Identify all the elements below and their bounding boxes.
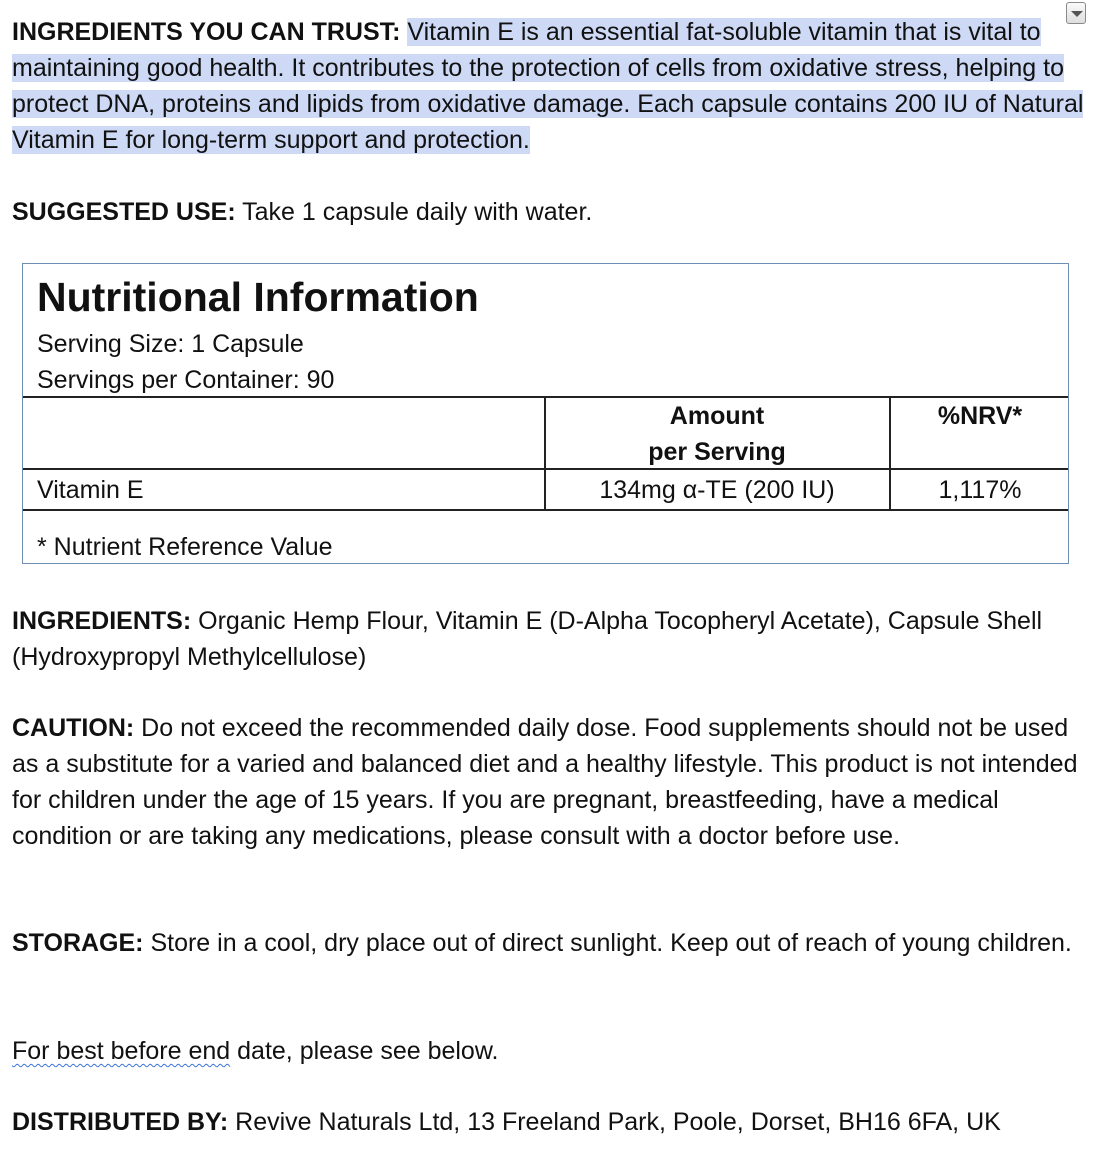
nrv-footnote: * Nutrient Reference Value: [37, 533, 333, 561]
distributed-text: Revive Naturals Ltd, 13 Freeland Park, Poole, Dorset, BH16 6FA, UK: [235, 1108, 1001, 1136]
intro-paragraph: [12, 14, 1084, 158]
table-row-amount: 134mg α-TE (200 IU): [599, 476, 835, 504]
best-before-text: date, please see below.: [230, 1037, 499, 1065]
caution-paragraph: [12, 710, 1084, 854]
ingredients-text: Organic Hemp Flour, Vitamin E (D-Alpha Tocopheryl Acetate), Capsule Shell (Hydroxypropyl Methylcellulose): [12, 607, 1043, 671]
distributed-label: DISTRIBUTED BY:: [12, 1108, 229, 1136]
nrv-header: [890, 398, 1070, 434]
amount-header-line2: per Serving: [648, 438, 786, 466]
ingredients-label: INGREDIENTS:: [12, 607, 192, 635]
serving-size: Serving Size: 1 Capsule: [37, 330, 304, 358]
storage-text: Store in a cool, dry place out of direct sunlight. Keep out of reach of young children.: [150, 929, 1072, 957]
table-row-nutrient: Vitamin E: [37, 476, 144, 504]
suggested-use-text: Take 1 capsule daily with water.: [242, 198, 593, 226]
nutrition-table: [22, 263, 1069, 564]
storage-paragraph: [12, 925, 1084, 961]
table-row-nrv: 1,117%: [938, 476, 1022, 504]
servings-per-container: Servings per Container: 90: [37, 366, 335, 394]
distributed-paragraph: [12, 1104, 1084, 1140]
amount-header: [545, 398, 889, 470]
storage-label: STORAGE:: [12, 929, 144, 957]
amount-header-line1: Amount: [669, 402, 765, 430]
caution-label: CAUTION:: [12, 714, 135, 742]
best-before-paragraph: [12, 1033, 1084, 1069]
suggested-use-paragraph: [12, 194, 1084, 230]
suggested-use-label: SUGGESTED USE:: [12, 198, 236, 226]
intro-text-selected[interactable]: Vitamin E is an essential fat-soluble vitamin that is vital to maintaining good health. It contributes to the protection of cells from oxidative stress, helping to protect DNA, proteins and lipids from oxidative damage. Each capsule contains 200 IU of Natural Vitamin E for long-term support and protection.: [12, 18, 1084, 154]
table-divider: [23, 509, 1068, 511]
best-before-underlined[interactable]: For best before end: [12, 1037, 231, 1065]
caution-text: Do not exceed the recommended daily dose. Food supplements should not be used as a substitute for a varied and balanced diet and a healthy lifestyle. This product is not intended for children under the age of 15 years. If you are pregnant, breastfeeding, have a medical condition or are taking any medications, please consult with a doctor before use.: [12, 714, 1078, 850]
intro-label: INGREDIENTS YOU CAN TRUST:: [12, 18, 401, 46]
ingredients-paragraph: [12, 603, 1084, 675]
nrv-header-text: %NRV*: [937, 402, 1023, 430]
nutrition-title: Nutritional Information: [37, 274, 479, 320]
